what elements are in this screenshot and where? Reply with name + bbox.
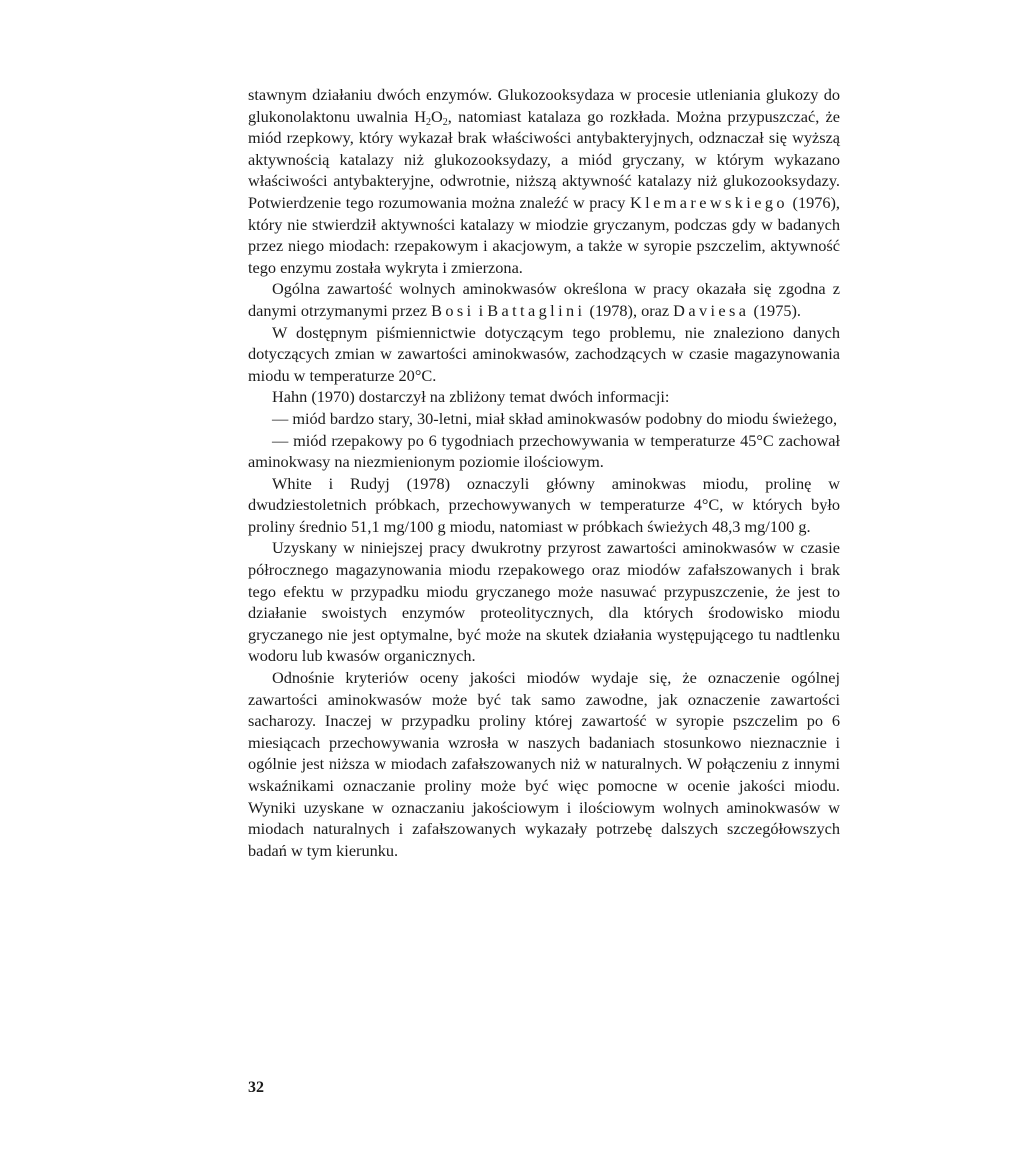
paragraph-text: i <box>474 300 488 320</box>
paragraph-criteria: Odnośnie kryteriów oceny jakości miodów wydaje się, że oznaczenie ogólnej zawartości aminokwasów może być tak samo zawodne, jak oznaczenie zawartości sacharozy. Inaczej w przypadku proliny której zawartość w syropie pszczelim po 6 miesiącach przechowywania wzrosła w naszych badaniach stosunkowo nieznacznie i ogólnie jest niższa w miodach zafałszowanych niż w naturalnych. W połączeniu z innymi wskaźnikami oznaczanie proliny może być więc pomocne w ocenie jakości miodu. Wyniki uzyskane w oznaczaniu jakościowym i ilościowym wolnych aminokwasów w miodach naturalnych i zafałszowanych wykazały potrzebę dalszych szczegółowszych badań w tym kierunku. <box>248 668 840 860</box>
paragraph-text: O <box>431 106 443 126</box>
paragraph-text: Ogólna zawartość wolnych aminokwasów określona w pracy okazała się zgodna z danymi otrzymanymi przez <box>248 279 840 320</box>
paragraph-hahn: Hahn (1970) dostarczył na zbliżony temat dwóch informacji: <box>272 387 670 407</box>
paragraph-text: (1978), oraz <box>585 300 674 320</box>
paragraph-white-rudyj: White i Rudyj (1978) oznaczyli główny aminokwas miodu, prolinę w dwudziestoletnich próbkach, przechowywanych w temperaturze 4°C, w których było proliny średnio 51,1 mg/100 g miodu, natomiast w próbkach świeżych 48,3 mg/100 g. <box>248 473 840 536</box>
paragraph-text: stawnym działaniu dwóch enzymów. Glukozooksydaza w procesie utleniania glukozy do glukonolaktonu uwalnia H <box>248 85 840 126</box>
paragraph-text: (1975). <box>749 300 801 320</box>
paragraph-text: , natomiast katalaza go rozkłada. Można przypuszczać, że miód rzepkowy, który wykazał brak właściwości antybakteryjnych, odznaczał się wyższą aktywnością katalazy niż glukozooksydazy, a miód gryczany, w którym wykazano właściwości antybakteryjne, odwrotnie, niższą aktywność katalazy niż glukozooksydazy. Potwierdzenie tego rozumowania można znaleźć w pracy <box>248 106 841 212</box>
paragraph-enzymes <box>248 84 840 278</box>
author-name: Daviesa <box>673 300 750 320</box>
page-body <box>248 84 840 861</box>
paragraph-literature: W dostępnym piśmiennictwie dotyczącym tego problemu, nie znaleziono danych dotyczących zmian w zawartości aminokwasów, zachodzących w czasie magazynowania miodu w temperaturze 20°C. <box>248 322 840 385</box>
subscript: 2 <box>442 116 448 128</box>
paragraph-amino-acids <box>248 278 840 321</box>
author-name: Battaglini <box>487 300 586 320</box>
author-name: Klemarewskiego <box>630 192 788 212</box>
page-number: 32 <box>248 1079 264 1096</box>
paragraph-text: (1976), który nie stwierdził aktywności katalazy w miodzie gryczanym, podczas gdy w badanych przez niego miodach: rzepakowym i akacjowym, a także w syropie pszczelim, aktywność tego enzymu została wykryta i zmierzona. <box>248 192 841 277</box>
list-item: — miód bardzo stary, 30-letni, miał skład aminokwasów podobny do miodu świeżego, <box>272 408 838 428</box>
paragraph-increase: Uzyskany w niniejszej pracy dwukrotny przyrost zawartości aminokwasów w czasie półrocznego magazynowania miodu rzepakowego oraz miodów zafałszowanych i brak tego efektu w przypadku miodu gryczanego może nasuwać przypuszczenie, że jest to działanie swoistych enzymów proteolitycznych, dla których środowisko miodu gryczanego nie jest optymalne, być może na skutek działania występującego tu nadtlenku wodoru lub kwasów organicznych. <box>248 538 840 666</box>
subscript: 2 <box>426 116 431 128</box>
list-item: — miód rzepakowy po 6 tygodniach przechowywania w temperaturze 45°C zachował aminokwasy na niezmienionym poziomie ilościowym. <box>248 430 840 472</box>
author-name: Bosi <box>431 300 475 320</box>
